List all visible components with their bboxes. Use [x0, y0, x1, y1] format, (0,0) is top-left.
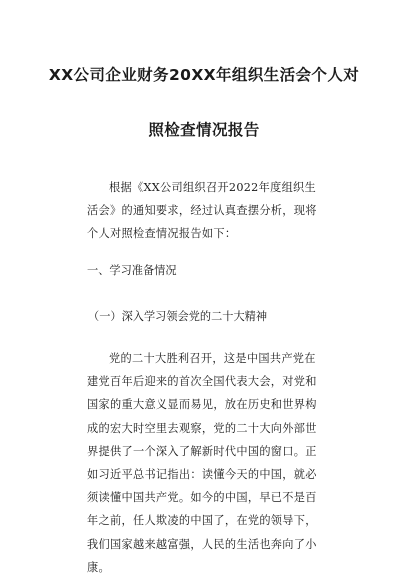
subsection-heading: （一）深入学习领会党的二十大精神: [88, 310, 268, 323]
document-title-line-2: 照检查情况报告: [148, 121, 260, 139]
body-paragraph: 党的二十大胜利召开，这是中国共产党在建党百年后迎来的首次全国代表大会，对党和国家的重大意义显而易见，放在历史和世界构成的宏大时空里去观察，党的二十大向外部世界提供了一个深入了解新时代中国的窗口。正如习近平总书记指出：读懂今天的中国，就必须读懂中国共产党。如今的中国，早已不是百年之前，任人欺凌的中国了，在党的领导下，我们国家越来越富强，人民的生活也奔向了小康。: [87, 352, 317, 574]
section-heading: 一、学习准备情况: [87, 264, 177, 277]
intro-paragraph: 根据《XX公司组织召开2022年度组织生活会》的通知要求，经过认真查摆分析，现将个人对照检查情况报告如下：: [87, 181, 317, 241]
document-title-line-1: XX公司企业财务20XX年组织生活会个人对: [48, 66, 360, 84]
